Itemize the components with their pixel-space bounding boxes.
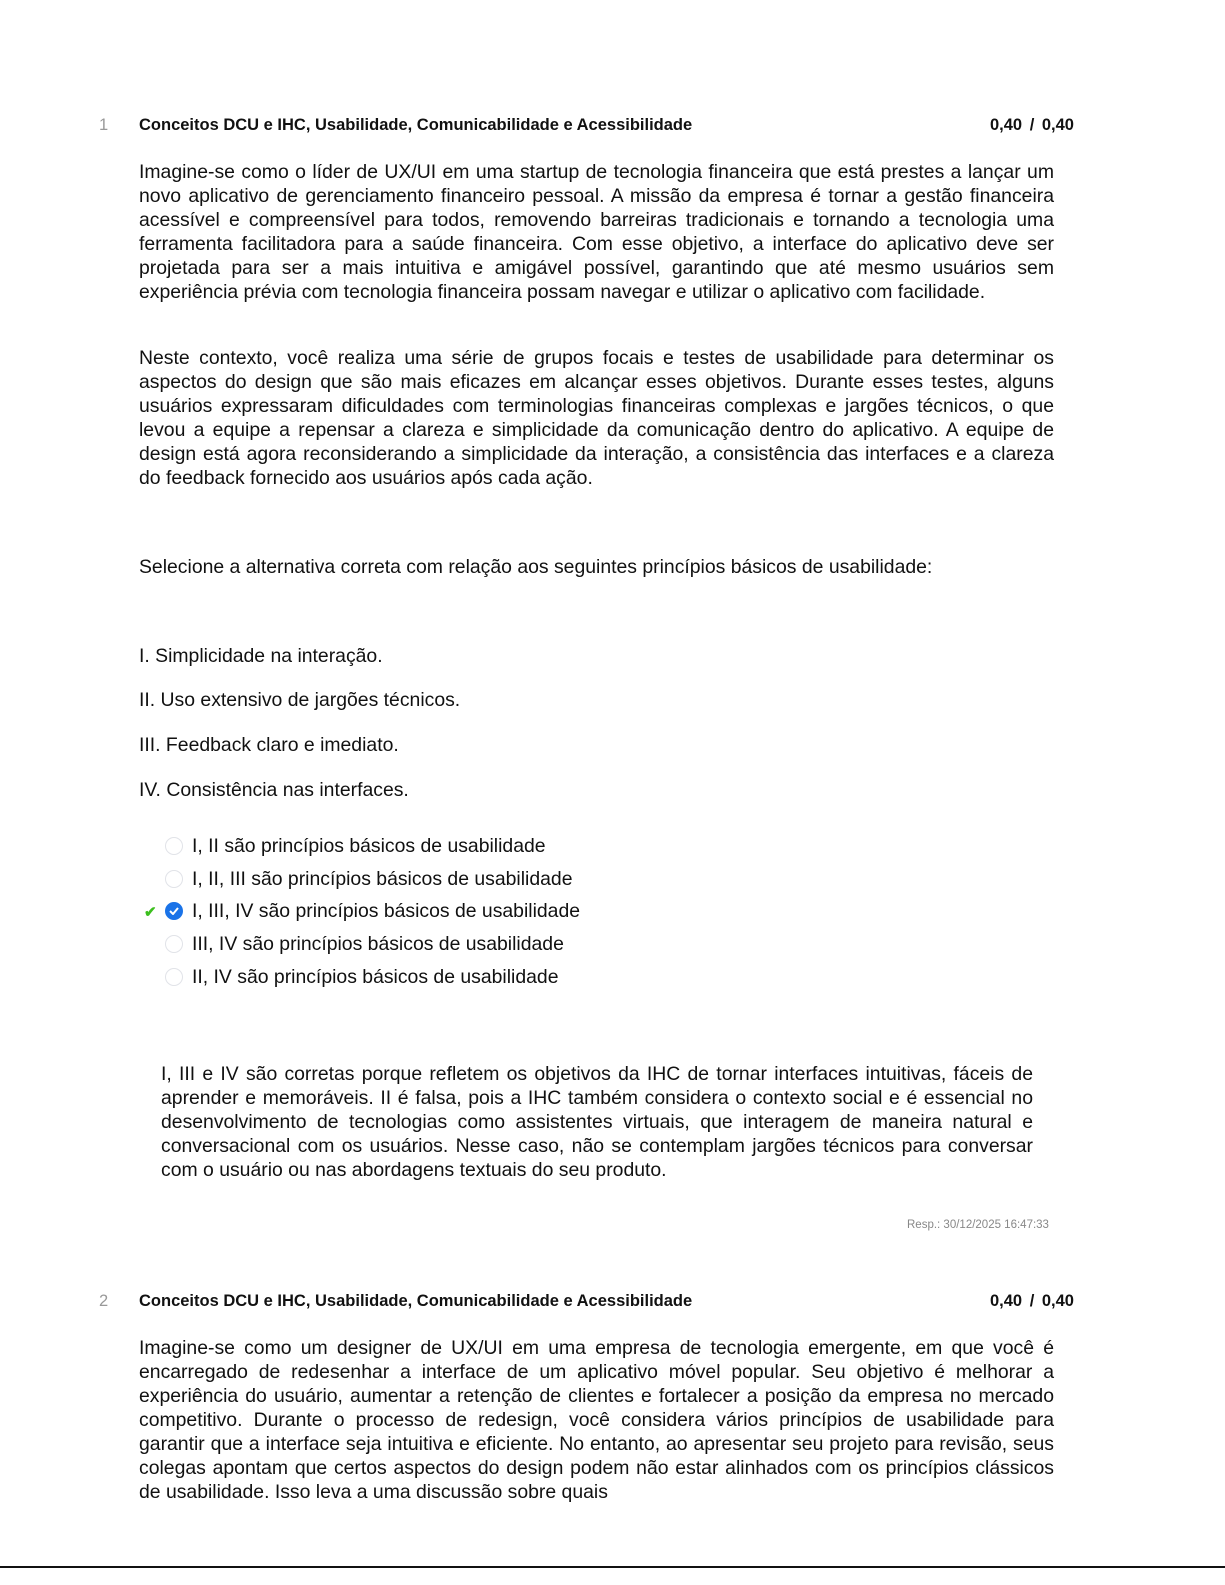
statement-item: IV. Consistência nas interfaces. <box>139 779 409 801</box>
statement-item: II. Uso extensivo de jargões técnicos. <box>139 689 461 711</box>
response-timestamp: Resp.: 30/12/2025 16:47:33 <box>907 1219 1049 1231</box>
question-prompt: Selecione a alternativa correta com relação aos seguintes princípios básicos de usabilidade: <box>139 556 933 578</box>
radio-button[interactable] <box>165 870 183 888</box>
answer-option[interactable] <box>165 833 546 859</box>
option-label: I, II são princípios básicos de usabilidade <box>192 834 546 857</box>
correct-check-icon: ✔ <box>144 904 157 921</box>
answer-option[interactable] <box>165 964 558 990</box>
question-number: 1 <box>99 116 109 134</box>
option-label: I, III, IV são princípios básicos de usabilidade <box>192 899 581 922</box>
answer-feedback: I, III e IV são corretas porque refletem os objetivos da IHC de tornar interfaces intuitivas, fáceis de aprender e memoráveis. II é falsa, pois a IHC também considera o contexto social e é essencial no desenvolvimento de tecnologias como assistentes virtuais, que interagem de maneira natural e conversacional com os usuários. Nesse caso, não se contemplam jargões técnicos para conversar com o usuário ou nas abordagens textuais do seu produto. <box>161 1063 1033 1181</box>
option-label: II, IV são princípios básicos de usabilidade <box>192 965 559 988</box>
radio-button[interactable] <box>165 837 183 855</box>
option-label: I, II, III são princípios básicos de usabilidade <box>192 867 573 890</box>
question-text: Neste contexto, você realiza uma série de grupos focais e testes de usabilidade para determinar os aspectos do design que são mais eficazes em alcançar esses objetivos. Durante esses testes, alguns usuários expressaram dificuldades com terminologias financeiras complexas e jargões técnicos, o que levou a equipe a repensar a clareza e simplicidade da comunicação dentro do aplicativo. A equipe de design está agora reconsiderando a simplicidade da interação, a consistência das interfaces e a clareza do feedback fornecido aos usuários após cada ação. <box>139 347 1054 489</box>
question-score: 0,40 / 0,40 <box>990 1292 1074 1310</box>
question-title: Conceitos DCU e IHC, Usabilidade, Comunicabilidade e Acessibilidade <box>139 1292 693 1310</box>
question-1-header <box>0 116 1225 140</box>
answer-option-selected[interactable] <box>165 898 580 924</box>
checkmark-icon <box>169 907 179 915</box>
page-divider <box>0 1566 1225 1568</box>
answer-option[interactable] <box>165 931 564 957</box>
question-number: 2 <box>99 1292 109 1310</box>
radio-button-checked[interactable] <box>165 902 183 920</box>
statement-item: I. Simplicidade na interação. <box>139 645 383 667</box>
radio-button[interactable] <box>165 968 183 986</box>
option-label: III, IV são princípios básicos de usabilidade <box>192 932 564 955</box>
question-title: Conceitos DCU e IHC, Usabilidade, Comunicabilidade e Acessibilidade <box>139 116 693 134</box>
question-text: Imagine-se como um designer de UX/UI em uma empresa de tecnologia emergente, em que você é encarregado de redesenhar a interface de um aplicativo móvel popular. Seu objetivo é melhorar a experiência do usuário, aumentar a retenção de clientes e fortalecer a posição da empresa no mercado competitivo. Durante o processo de redesign, você considera vários princípios de usabilidade para garantir que a interface seja intuitiva e eficiente. No entanto, ao apresentar seu projeto para revisão, seus colegas apontam que certos aspectos do design podem não estar alinhados com os princípios clássicos de usabilidade. Isso leva a uma discussão sobre quais <box>139 1337 1054 1503</box>
answer-option[interactable] <box>165 866 573 892</box>
radio-button[interactable] <box>165 935 183 953</box>
question-score: 0,40 / 0,40 <box>990 116 1074 134</box>
statement-item: III. Feedback claro e imediato. <box>139 734 399 756</box>
question-2-header <box>0 1292 1225 1316</box>
question-text: Imagine-se como o líder de UX/UI em uma startup de tecnologia financeira que está prestes a lançar um novo aplicativo de gerenciamento financeiro pessoal. A missão da empresa é tornar a gestão financeira acessível e compreensível para todos, removendo barreiras tradicionais e tornando a tecnologia uma ferramenta facilitadora para a saúde financeira. Com esse objetivo, a interface do aplicativo deve ser projetada para ser a mais intuitiva e amigável possível, garantindo que até mesmo usuários sem experiência prévia com tecnologia financeira possam navegar e utilizar o aplicativo com facilidade. <box>139 161 1054 303</box>
